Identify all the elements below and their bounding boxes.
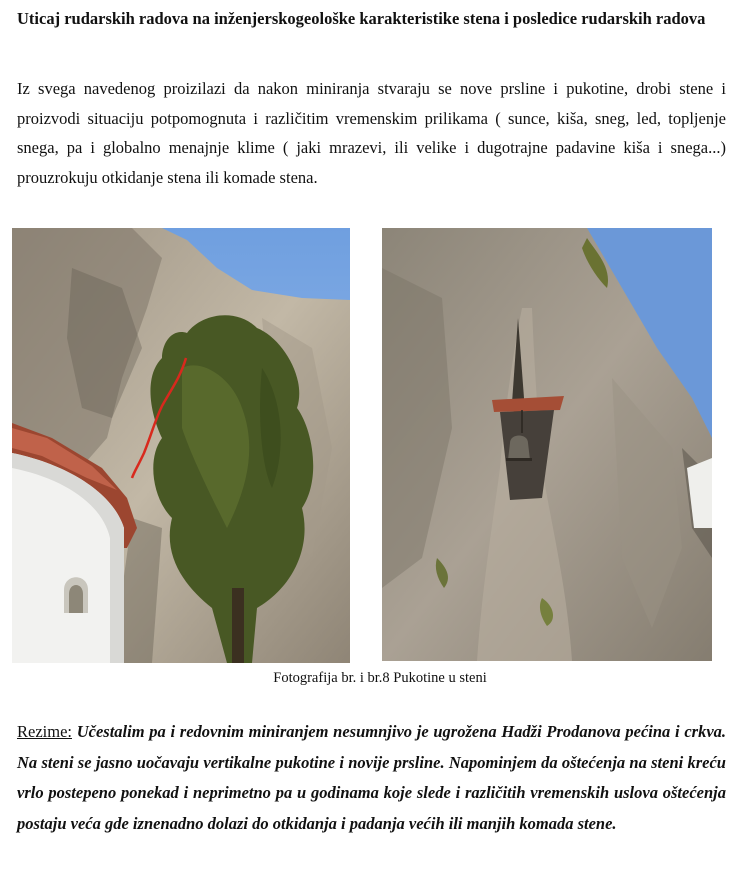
photo-cliff-with-tree	[12, 228, 350, 663]
photo-rock-with-bell-drawing	[382, 228, 712, 661]
summary-text: Učestalim pa i redovnim miniranjem nesumnjivo je ugrožena Hadži Prodanova pećina i crkva. Na steni se jasno uočavaju vertikalne pukotine i novije prsline. Napominjem da oštećenja na steni kreću vrlo postepeno ponekad i neprimetno pa u godinama koje slede i različitih vremenskih uslova oštećenja postaju veća gde iznenadno dolazi do otkidanja i padanja većih ili manjih komada stene.	[17, 722, 727, 833]
photo-cliff-with-tree-drawing	[12, 228, 350, 663]
summary-paragraph	[17, 717, 726, 839]
figure-caption: Fotografija br. i br.8 Pukotine u steni	[273, 670, 487, 686]
summary-label: Rezime:	[17, 722, 72, 741]
photo-rock-with-bell	[382, 228, 712, 661]
intro-paragraph: Iz svega navedenog proizilazi da nakon miniranja stvaraju se nove prsline i pukotine, drobi stene i proizvodi situaciju potpomognuta i različitim vremenskim prilikama ( sunce, kiša, sneg, led, topljenje snega, pa i globalno menajnje klime ( jaki mrazevi, ili velike i dugotrajne padavine kiša i snega...) prouzrokuju otkidanje stena ili komade stena.	[17, 79, 726, 187]
document-heading: Uticaj rudarskih radova na inženjerskogeološke karakteristike stena i posledice rudarskih radova	[17, 9, 706, 28]
